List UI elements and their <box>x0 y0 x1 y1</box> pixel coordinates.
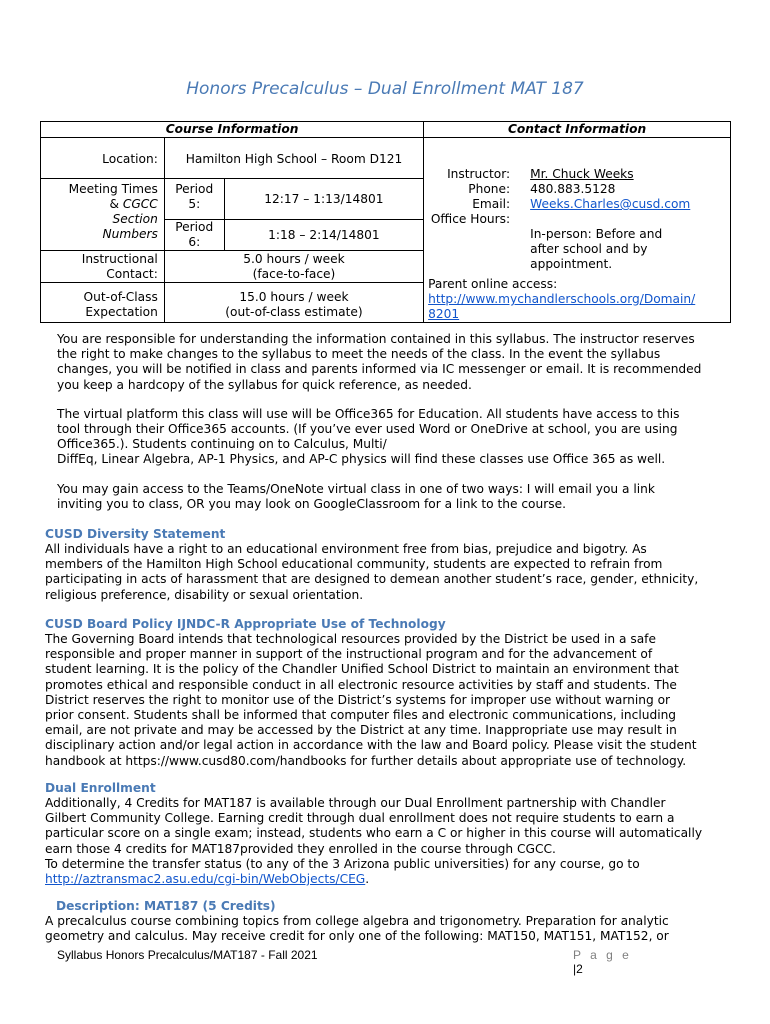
dual-enrollment-text: Additionally, 4 Credits for MAT187 is available through our Dual Enrollment partnership with Chandler Gilbert Community College. Earning credit through dual enrollment does not require students to earn a particular score on a single exam; instead, students who earn a C or higher in this course will automatically earn those 4 credits for MAT187provided they enrolled in the course through CGCC. To determine the transfer status (to any of the 3 Arizona public universities) for any course, go to http://aztransmac2.asu.edu/cgi-bin/WebObjects/CEG. <box>45 796 703 887</box>
diversity-section <box>45 527 745 603</box>
office-hours-label: Office Hours: <box>430 212 511 226</box>
instructor-name-link[interactable]: Mr. Chuck Weeks <box>530 167 634 181</box>
location-label: Location: <box>41 138 165 179</box>
period-6-time: 1:18 – 2:14/14801 <box>224 220 423 251</box>
period-6-label: Period 6: <box>164 220 224 251</box>
intro-paragraph-1: You are responsible for understanding the information contained in this syllabus. The instructor reserves the right to make changes to the syllabus to meet the needs of the class. In the event the syllabus changes, you will be notified in class and parents informed via IC messenger or email. It is recommended you keep a hardcopy of the syllabus for quick reference, as needed. <box>57 332 702 392</box>
diversity-text: All individuals have a right to an educational environment free from bias, prejudice and bigotry. As members of the Hamilton High School educational community, students are expected to refrain from participating in acts of harassment that are designed to demean another student’s race, gender, ethnicity, religious preference, disability or sexual orientation. <box>45 542 699 602</box>
transfer-status-link[interactable]: http://aztransmac2.asu.edu/cgi-bin/WebObjects/CEG <box>45 872 366 887</box>
description-heading: Description: MAT187 (5 Credits) <box>56 899 276 913</box>
description-text: A precalculus course combining topics from college algebra and trigonometry. Preparation for analytic geometry and calculus. May receive credit for only one of the following: MAT150, MAT151, MAT152, or <box>45 914 669 944</box>
course-info-table <box>40 121 731 323</box>
office-hours-line-2: after school and by <box>530 242 648 256</box>
instructional-contact-label: Instructional Contact: <box>41 251 165 283</box>
description-section <box>45 899 745 944</box>
parent-access-link[interactable]: http://www.mychandlerschools.org/Domain/ 8201 <box>428 292 696 321</box>
document-title: Honors Precalculus – Dual Enrollment MAT 187 <box>186 79 584 99</box>
page-number: P a g e |2 <box>573 948 632 976</box>
intro-section <box>57 332 737 526</box>
instructional-contact-value: 5.0 hours / week (face-to-face) <box>164 251 423 283</box>
course-info-header: Course Information <box>41 122 424 138</box>
period-5-label: Period 5: <box>164 179 224 220</box>
contact-info-header: Contact Information <box>424 122 731 138</box>
policy-section <box>45 617 745 769</box>
diversity-heading: CUSD Diversity Statement <box>45 527 226 541</box>
parent-access-label: Parent online access: <box>428 277 558 291</box>
dual-enrollment-heading: Dual Enrollment <box>45 781 156 795</box>
out-of-class-value: 15.0 hours / week (out-of-class estimate) <box>164 283 423 323</box>
footer-title: Syllabus Honors Precalculus/MAT187 - Fall 2021 <box>57 948 318 962</box>
policy-text: The Governing Board intends that technological resources provided by the District be used in a safe responsible and proper manner in support of the instructional program and for the advancement of student learning. It is the policy of the Chandler Unified School District to maintain an environment that promotes ethical and responsible conduct in all electronic resource activities by staff and students. The District reserves the right to monitor use of the District’s systems for improper use without warning or prior consent. Students shall be informed that computer files and electronic communications, including email, are not private and may be accessed by the District at any time. Inappropriate use may result in disciplinary action and/or legal action in accordance with the law and Board policy. Please visit the student handbook at https://www.cusd80.com/handbooks for further details about appropriate use of technology. <box>45 632 697 768</box>
office-hours-line-3: appointment. <box>530 257 613 271</box>
location-value: Hamilton High School – Room D121 <box>164 138 423 179</box>
phone-label: Phone: <box>468 182 511 196</box>
period-5-time: 12:17 – 1:13/14801 <box>224 179 423 220</box>
intro-paragraph-3: You may gain access to the Teams/OneNote virtual class in one of two ways: I will email you a link inviting you to class, OR you may look on GoogleClassroom for a link to the course. <box>57 481 655 511</box>
intro-paragraph-2: The virtual platform this class will use will be Office365 for Education. All students have access to this tool through their Office365 accounts. (If you’ve ever used Word or OneDrive at school, you are using Office365.). Students continuing on to Calculus, Multi/ DiffEq, Linear Algebra, AP-1 Physics, and AP-C physics will find these classes use Office 365 as well. <box>57 406 680 467</box>
dual-enrollment-section <box>45 781 745 887</box>
office-hours-line-1: In-person: Before and <box>530 227 663 241</box>
meeting-times-label: Meeting Times & CGCC Section Numbers <box>41 179 165 251</box>
email-label: Email: <box>472 197 511 211</box>
page-footer <box>57 948 637 976</box>
phone-value: 480.883.5128 <box>530 182 616 196</box>
contact-cell <box>424 138 731 323</box>
instructor-label: Instructor: <box>447 167 511 181</box>
policy-heading: CUSD Board Policy IJNDC-R Appropriate Use of Technology <box>45 617 446 631</box>
email-link[interactable]: Weeks.Charles@cusd.com <box>530 197 691 211</box>
out-of-class-label: Out-of-Class Expectation <box>41 283 165 323</box>
